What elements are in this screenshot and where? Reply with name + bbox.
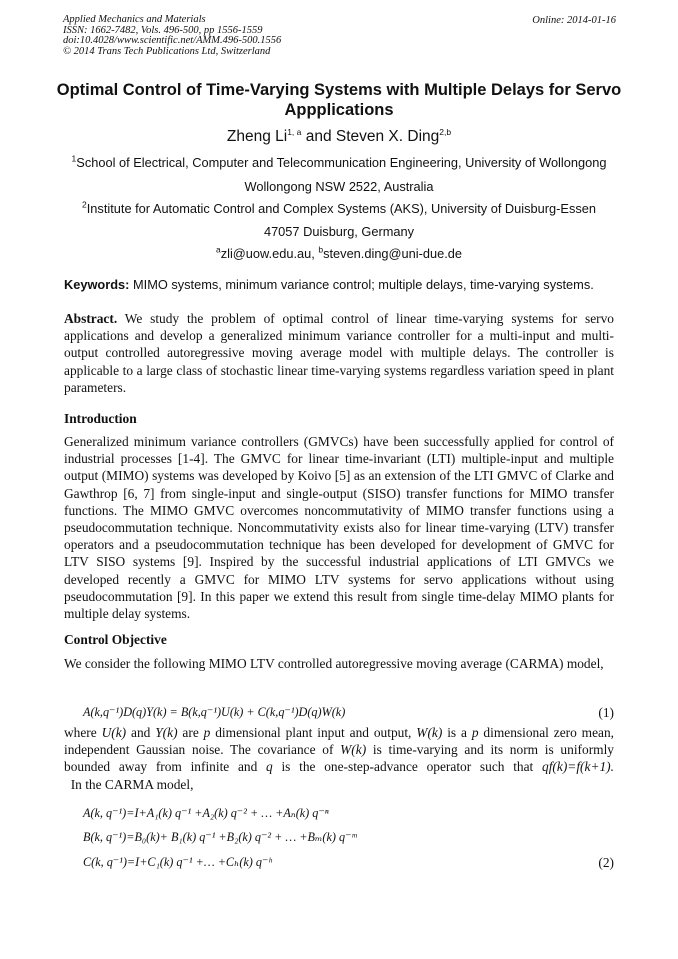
where-text-1: where <box>64 725 102 740</box>
control-objective-heading: Control Objective <box>64 632 167 647</box>
affiliation-2-text: Institute for Automatic Control and Complex Systems (AKS), University of Duisburg-Essen <box>86 201 596 216</box>
where-p-1: p <box>203 725 211 740</box>
control-objective-intro: We consider the following MIMO LTV controlled autoregressive moving average (CARMA) model, <box>64 656 604 671</box>
where-qf: qf(k)=f(k+1). <box>542 759 614 775</box>
where-text-9: In the CARMA model, <box>64 776 194 792</box>
affiliation-1-text: School of Electrical, Computer and Telecommunication Engineering, University of Wollongong <box>76 155 607 170</box>
email-b-sup: b <box>318 244 324 255</box>
affiliation-2-line-1 <box>30 201 648 216</box>
where-uk: U(k) <box>101 725 127 740</box>
email-b: steven.ding@uni-due.de <box>323 246 463 261</box>
author-1-sup: 1, a <box>287 126 302 137</box>
where-text-4: dimensional plant input and output, <box>210 725 417 740</box>
keywords-label: Keywords: <box>64 277 130 292</box>
equation-1-number: (1) <box>598 705 614 720</box>
where-text-3: are <box>177 725 204 740</box>
keywords <box>64 277 594 292</box>
where-text-7: is time-varying and its norm is uniformly bounded away from infinite and <box>64 742 614 775</box>
author-2-sup: 2,b <box>439 126 452 137</box>
abstract-text: We study the problem of optimal control of linear time-varying systems for servo applications and develop a generalized minimum variance controller for a multi-input and multi-output controlled autoregressive moving average model with multiple delays. The controller is applicable to a large class of stochastic linear time-varying systems regardless variation speed in plant parameters. <box>64 311 614 395</box>
equation-2-line-b: B(k, q⁻¹)=B₀(k)+ B₁(k) q⁻¹ +B₂(k) q⁻² + … +Bₘ(k) q⁻ᵐ <box>83 830 357 844</box>
where-yk: Y(k) <box>155 725 178 740</box>
where-text-5: is a <box>442 725 472 740</box>
email-a: zli@uow.edu.au, <box>220 246 319 261</box>
where-p-2: p <box>471 725 479 740</box>
equation-2-line-c: C(k, q⁻¹)=I+C₁(k) q⁻¹ +… +Cₕ(k) q⁻ʰ <box>83 855 272 869</box>
introduction-heading: Introduction <box>64 411 137 426</box>
where-wk: W(k) <box>416 725 443 740</box>
author-2: Steven X. Ding <box>335 128 440 145</box>
keywords-text: MIMO systems, minimum variance control; multiple delays, time-varying systems. <box>129 277 594 292</box>
affiliation-2-sup: 2 <box>82 199 87 210</box>
author-1: Zheng Li <box>226 128 288 145</box>
where-text-8: is the one-step-advance operator such that <box>272 759 543 775</box>
where-text-6: dimensional zero mean, independent Gaussian noise. The covariance of <box>64 725 615 758</box>
where-wk-2: W(k) <box>340 742 367 758</box>
where-q: q <box>266 759 273 775</box>
affiliation-1-line-1 <box>30 155 648 170</box>
copyright-line: © 2014 Trans Tech Publications Ltd, Switzerland <box>63 45 271 57</box>
introduction-text: Generalized minimum variance controllers (GMVCs) have been successfully applied for control of industrial processes [1-4]. The GMVC for linear time-invariant (LTI) multiple-input and multiple output (MIMO) systems was developed by Koivo [5] as an extension of the LTI GMVC of Clarke and Gawthrop [6, 7] from single-input and single-output (SISO) transfer functions for MIMO transfer functions. The MIMO GMVC overcomes noncommutativity of MIMO transfer functions using a pseudocommutation technique. Noncommutativity exists also for linear time-varying (LTV) transfer operators and a pseudocommutation technique has been developed for development of GMVC for LTV SISO systems [9]. Inspired by the successful industrial applications of LTI GMVCs we developed recently a GMVC for MIMO LTV systems for servo applications without using pseudocommutation [9]. In this paper we extend this result from single time-delay MIMO plants for multiple delay systems. <box>64 434 614 622</box>
doi-line: doi:10.4028/www.scientific.net/AMM.496-500.1556 <box>63 35 282 46</box>
affiliation-1-line-2: Wollongong NSW 2522, Australia <box>244 179 434 194</box>
affiliation-1-sup: 1 <box>71 153 77 164</box>
journal-header <box>63 15 281 57</box>
issn-line: ISSN: 1662-7482, Vols. 496-500, pp 1556-1559 <box>63 24 263 36</box>
abstract <box>64 310 614 396</box>
online-date: Online: 2014-01-16 <box>532 15 616 26</box>
affiliation-2-line-2: 47057 Duisburg, Germany <box>263 224 415 239</box>
title-line-2: Appplications <box>284 101 394 119</box>
email-a-sup: a <box>215 244 221 255</box>
author-and: and <box>301 128 336 145</box>
author-list <box>40 128 638 146</box>
paper-title <box>40 80 638 120</box>
abstract-label: Abstract. <box>64 311 118 326</box>
author-emails <box>30 246 648 261</box>
equation-1: A(k,q⁻¹)D(q)Y(k) = B(k,q⁻¹)U(k) + C(k,q⁻¹)D(q)W(k) <box>83 705 346 719</box>
where-text-2: and <box>126 725 156 740</box>
journal-name: Applied Mechanics and Materials <box>63 14 206 25</box>
equation-2-line-a: A(k, q⁻¹)=I+A₁(k) q⁻¹ +A₂(k) q⁻² + … +Aₙ(k) q⁻ⁿ <box>83 806 329 820</box>
where-paragraph <box>64 724 614 793</box>
title-line-1: Optimal Control of Time-Varying Systems with Multiple Delays for Servo <box>56 81 622 99</box>
equation-2-number: (2) <box>598 855 614 870</box>
